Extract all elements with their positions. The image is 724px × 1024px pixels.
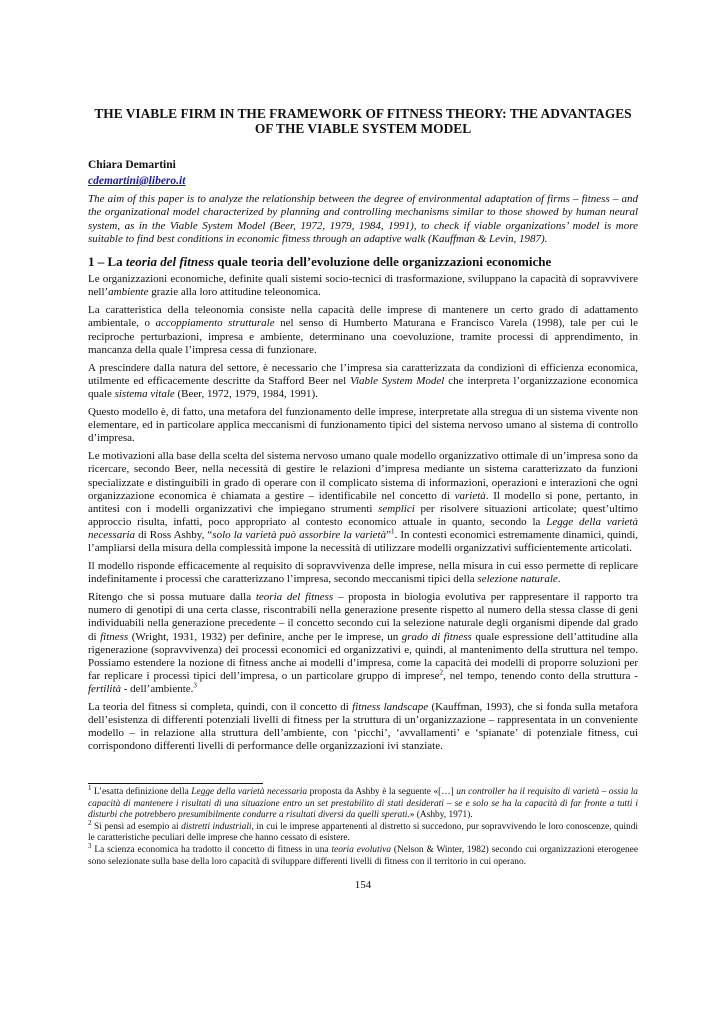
author-name: Chiara Demartini bbox=[88, 159, 176, 171]
footnote-ref-1[interactable]: 1 bbox=[391, 527, 395, 536]
footnote-ref-2[interactable]: 2 bbox=[439, 668, 444, 677]
paper-title: THE VIABLE FIRM IN THE FRAMEWORK OF FITNESS THEORY: THE ADVANTAGES OF THE VIABLE SYSTEM MODEL bbox=[94, 106, 632, 136]
paper-page bbox=[88, 106, 638, 891]
abstract: The aim of this paper is to analyze the relationship between the degree of environmental adaptation of firms – fitness – and the organizational model characterized by planning and controlling mechanisms similar to those showed by human neural system, as in the Viable System Model (Beer, 1972, 1979, 1984, 1991), to check if viable organizations’ model is more suitable to find best conditions in economic fitness through an adaptive walk (Kauffman & Levin, 1987). bbox=[88, 193, 638, 245]
footnote-2: $^2$ Si pensi ad esempio ai distretti industriali, in cui le imprese appartenenti al distretto si succedono, pur sopravvivendo le loro conoscenze, quindi le caratteristiche peculiari delle imprese che hanno cessato di esistere. bbox=[88, 818, 639, 844]
page-number: 154 bbox=[354, 878, 372, 891]
paragraph-3: A prescindere dalla natura del settore, è necessario che l’impresa sia caratterizzata da condizioni di efficienza economica, utilmente ed efficacemente descritte da Stafford Beer nel Viable System Model che interpreta l’organizzazione economica quale sistema vitale (Beer, 1972, 1979, 1984, 1991). bbox=[88, 361, 639, 400]
footnote-3: $^3$ La scienza economica ha tradotto il concetto di fitness in una teoria evolutiva (Nelson & Winter, 1982) secondo cui organizzazioni eterogenee sono selezionate sulla base della loro capacità di sviluppare differenti livelli di fitness con il territorio in cui operano. bbox=[88, 842, 638, 867]
section-heading: 1 – La teoria del fitness quale teoria dell’evoluzione delle organizzazioni economiche bbox=[88, 254, 552, 270]
paragraph-5: Le motivazioni alla base della scelta del sistema nervoso umano quale modello organizzativo ottimale di un’impresa sono da ricercare, secondo Beer, nella necessità di gestire le relazioni d’impresa mediante un sistema caratterizzato da funzioni specializzate e distinguibili in grado di operare con il complicato sistema di informazioni, operazioni e interazioni che ogni organizzazione economica è chiamata a gestire – identificabile nel concetto di varietà. Il modello si pone, pertanto, in antitesi con i modelli organizzativi che impiegano strumenti semplici per risolvere situazioni articolate; quest’ultimo approccio risulta, infatti, poco appropriato al contesto economico attuale in quanto, secondo la Legge della varietà necessaria di Ross Ashby, “solo la varietà può assorbire la varietà”$^1$. In contesti economici estremamente dinamici, quindi, l’ampliarsi della misura della complessità impone la necessità di utilizzare modelli organizzativi sufficientemente articolati. bbox=[88, 450, 639, 554]
paragraph-8: La teoria del fitness si completa, quindi, con il concetto di fitness landscape (Kauffman, 1993), che si fonda sulla metafora dell’esistenza di differenti potenziali livelli di fitness per la struttura di un’organizzazione – rappresentata in un conveniente modello – in relazione alla struttura dell’ambiente, con ‘picchi’, ‘avvallamenti’ e ‘spianate’ di potenziale fitness, cui corrispondono differenti livelli di performance delle organizzazioni ivi stanziate. bbox=[88, 701, 639, 753]
footnote-1: $^1$ L’esatta definizione della Legge della varietà necessaria proposta da Ashby è la seguente «[…] un controller ha il requisito di varietà – ossia la capacità di mantenere i risultati di una situazione entro un set prestabilito di stati desiderati – se e solo se ha la capacità di far fronte a tutti i disturbi che potrebbero presumibilmente condurre a risultati diversi da quelli sperati.» (Ashby, 1971). bbox=[88, 784, 638, 820]
author-email-link[interactable]: cdemartini@libero.it bbox=[88, 175, 186, 187]
footnote-ref-3[interactable]: 3 bbox=[193, 681, 197, 690]
paragraph-2: La caratteristica della teleonomia consiste nella capacità delle imprese di mantenere un certo grado di adattamento ambientale, o accoppiamento strutturale nel senso di Humberto Maturana e Francisco Varela (1998), tale per cui le reciproche perturbazioni, impresa e ambiente, determinano una coevoluzione, tramite processi di apprendimento, in mancanza della quale l’impresa cessa di funzionare. bbox=[88, 304, 638, 356]
paragraph-7: Ritengo che si possa mutuare dalla teoria del fitness – proposta in biologia evolutiva per rappresentare il rapporto tra numero di genotipi di una certa classe, riscontrabili nella generazione presente rispetto al numero della stessa classe di geni individuabili nella generazione precedente – il concetto secondo cui la selezione naturale degli organismi dipende dal grado di fitness (Wright, 1931, 1932) per definire, anche per le imprese, un grado di fitness quale espressione dell’attitudine alla rigenerazione (sopravvivenza) dei processi economici ed organizzativi e, quindi, al mantenimento della struttura nel tempo. Possiamo estendere la nozione di fitness anche ai modelli d’impresa, come la capacità dei modelli di proporre soluzioni per far replicare i processi tipici dell’impresa, o un particolare gruppo di imprese$^2$, nel tempo, tenendo conto della struttura - fertilità - dell’ambiente.$^3$ bbox=[88, 591, 639, 695]
paragraph-1: Le organizzazioni economiche, definite quali sistemi socio-tecnici di trasformazione, sviluppano la capacità di sopravvivere nell’ambiente grazie alla loro attitudine teleonomica. bbox=[88, 273, 638, 299]
paragraph-6: Il modello risponde efficacemente al requisito di sopravvivenza delle imprese, nella misura in cui esso permette di replicare indefinitamente i processi che caratterizzano l’impresa, secondo meccanismi tipici della selezione naturale. bbox=[88, 560, 638, 586]
paragraph-4: Questo modello è, di fatto, una metafora del funzionamento delle imprese, interpretate alla stregua di un sistema vivente non elementare, ed in particolare applica meccanismi di funzionamento tipici del sistema nervoso umano al sistema di controllo d’impresa. bbox=[88, 406, 638, 445]
footnote-divider bbox=[88, 783, 263, 784]
